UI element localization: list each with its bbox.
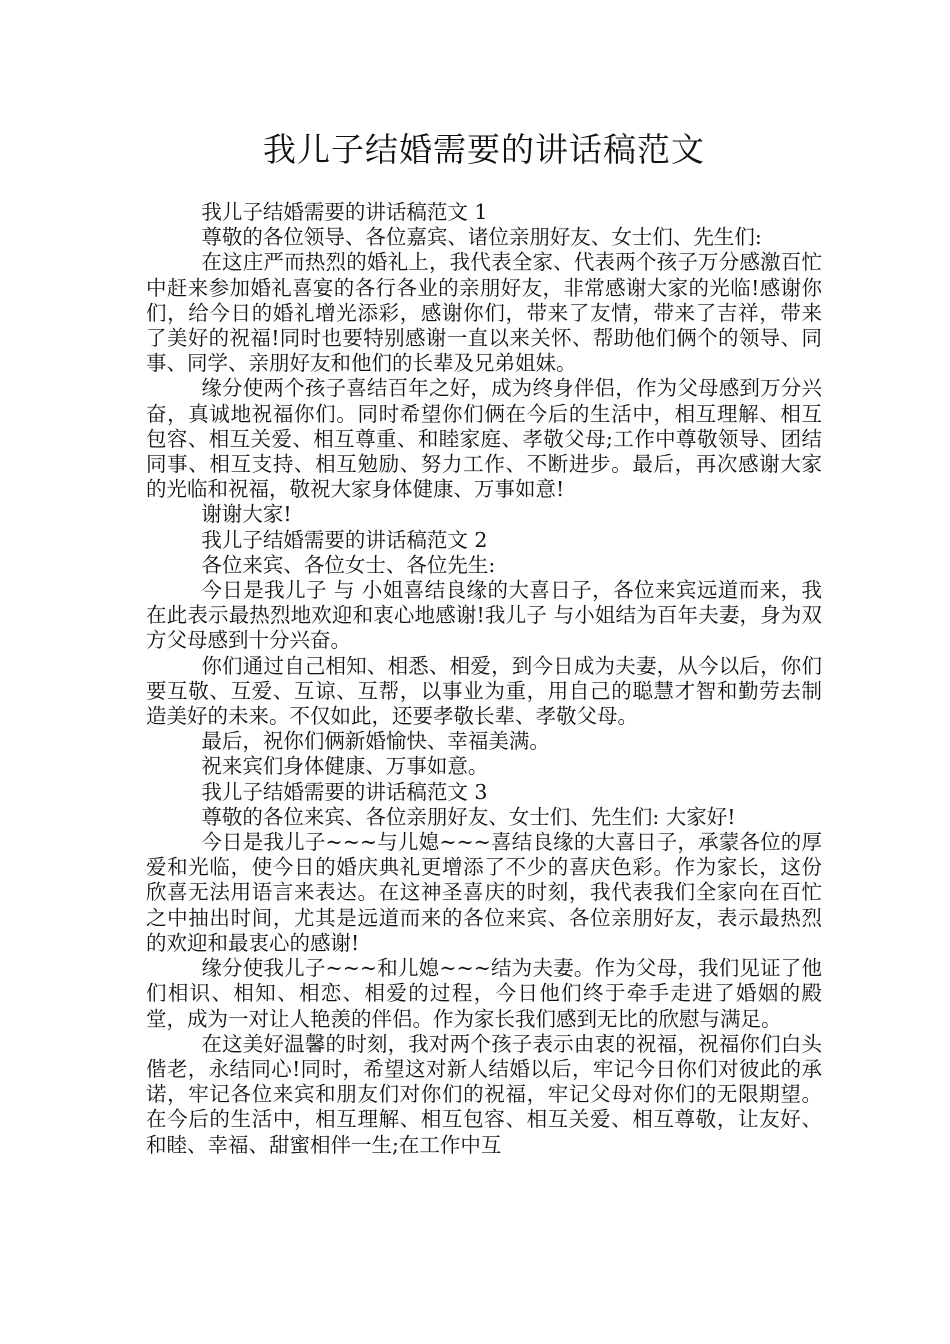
section-heading-1: 我儿子结婚需要的讲话稿范文 1 xyxy=(201,200,488,224)
document-title: 我儿子结婚需要的讲话稿范文 xyxy=(263,130,705,169)
paragraph: 今日是我儿子 与 小姐喜结良缘的大喜日子，各位来宾远道而来，我在此表示最热烈地欢迎和衷心地感谢!我儿子 与小姐结为百年夫妻，身为双方父母感到十分兴奋。 xyxy=(146,578,822,653)
paragraph: 祝来宾们身体健康、万事如意。 xyxy=(201,754,489,779)
section-heading-3: 我儿子结婚需要的讲话稿范文 3 xyxy=(201,779,488,804)
paragraph: 在这庄严而热烈的婚礼上，我代表全家、代表两个孩子万分感激百忙中赶来参加婚礼喜宴的各行各业的亲朋好友，非常感谢大家的光临!感谢你们，给今日的婚礼增光添彩，感谢你们，带来了友情，带来了吉祥，带来了美好的祝福!同时也要特别感谢一直以来关怀、帮助他们俩个的领导、同事、同学、亲朋好友和他们的长辈及兄弟姐妹。 xyxy=(146,250,822,376)
paragraph: 最后，祝你们俩新婚愉快、幸福美满。 xyxy=(201,729,550,754)
salutation-2: 各位来宾、各位女士、各位先生: xyxy=(201,552,496,577)
paragraph: 今日是我儿子~~~与儿媳~~~喜结良缘的大喜日子，承蒙各位的厚爱和光临，使今日的婚庆典礼更增添了不少的喜庆色彩。作为家长，这份欣喜无法用语言来表达。在这神圣喜庆的时刻，我代表我们全家向在百忙之中抽出时间，尤其是远道而来的各位来宾、各位亲朋好友，表示最热烈的欢迎和最衷心的感谢! xyxy=(146,830,822,955)
paragraph: 缘分使两个孩子喜结百年之好，成为终身伴侣，作为父母感到万分兴奋，真诚地祝福你们。同时希望你们俩在今后的生活中，相互理解、相互包容、相互关爱、相互尊重、和睦家庭、孝敬父母;工作中尊敬领导、团结同事、相互支持、相互勉励、努力工作、不断进步。最后，再次感谢大家的光临和祝福，敬祝大家身体健康、万事如意! xyxy=(146,376,822,502)
salutation-3: 尊敬的各位来宾、各位亲朋好友、女士们、先生们: 大家好! xyxy=(201,804,736,829)
paragraph: 缘分使我儿子~~~和儿媳~~~结为夫妻。作为父母，我们见证了他们相识、相知、相恋、相爱的过程，今日他们终于牵手走进了婚姻的殿堂，成为一对让人艳羡的伴侣。作为家长我们感到无比的欣慰与满足。 xyxy=(146,956,822,1031)
document-body xyxy=(146,200,822,1158)
section-heading-2: 我儿子结婚需要的讲话稿范文 2 xyxy=(201,527,488,552)
closing-thanks: 谢谢大家! xyxy=(201,502,292,527)
paragraph: 在这美好温馨的时刻，我对两个孩子表示由衷的祝福，祝福你们白头偕老，永结同心!同时，希望这对新人结婚以后，牢记今日你们对彼此的承诺，牢记各位来宾和朋友们对你们的祝福，牢记父母对你们的无限期望。在今后的生活中，相互理解、相互包容、相互关爱、相互尊敬，让友好、和睦、幸福、甜蜜相伴一生;在工作中互 xyxy=(146,1031,822,1157)
document-page xyxy=(146,128,822,1158)
salutation-1: 尊敬的各位领导、各位嘉宾、诸位亲朋好友、女士们、先生们: xyxy=(201,225,762,250)
paragraph: 你们通过自己相知、相悉、相爱，到今日成为夫妻，从今以后，你们要互敬、互爱、互谅、互帮，以事业为重，用自己的聪慧才智和勤劳去制造美好的未来。不仅如此，还要孝敬长辈、孝敬父母。 xyxy=(146,653,822,729)
